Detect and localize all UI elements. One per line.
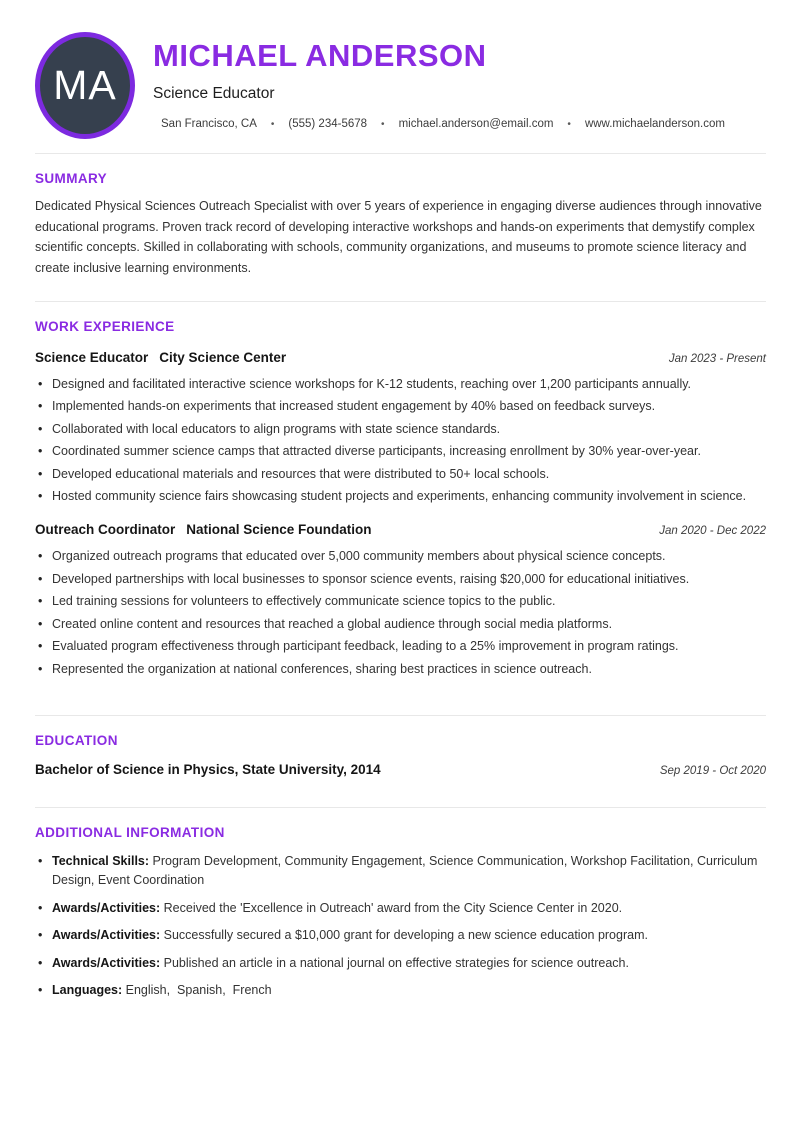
additional-info-item xyxy=(35,899,766,918)
experience-heading: WORK EXPERIENCE xyxy=(35,318,175,334)
info-text: Published an article in a national journal on effective strategies for science outreach. xyxy=(163,955,629,970)
job-bullet: • Represented the organization at national conferences, sharing best practices in science outreach. xyxy=(35,659,766,679)
job-bullet: • Developed educational materials and resources that were distributed to 50+ local schools. xyxy=(35,464,766,484)
job-title-company xyxy=(35,522,372,537)
additional-info-item xyxy=(35,852,766,891)
education-section xyxy=(35,716,766,807)
additional-info-list xyxy=(35,852,766,1000)
job-bullet-list xyxy=(35,546,766,679)
job-bullet: • Organized outreach programs that educated over 5,000 community members about physical science concepts. xyxy=(35,546,766,566)
info-label: Awards/Activities: xyxy=(52,955,161,970)
job-title-company xyxy=(35,350,286,365)
info-label: Languages: xyxy=(52,982,123,997)
job-bullet-list xyxy=(35,374,766,507)
education-entry-row xyxy=(35,762,766,777)
additional-info-section xyxy=(35,808,766,1000)
additional-info-item xyxy=(35,954,766,973)
contact-item: michael.anderson@email.com • xyxy=(399,118,585,130)
job-dates: Jan 2020 - Dec 2022 xyxy=(659,525,766,537)
info-text: Received the 'Excellence in Outreach' award from the City Science Center in 2020. xyxy=(163,900,623,915)
info-label: Technical Skills: xyxy=(52,854,150,868)
summary-text: Dedicated Physical Sciences Outreach Specialist with over 5 years of experience in engaging diverse audiences through innovative educational programs. Proven track record of developing interactive workshops and hands-on experiments that demystify complex scientific concepts. Skilled in collaborating with schools, community organizations, and museums to promote science literacy and create inclusive learning environments. xyxy=(35,199,762,275)
additional-info-heading: ADDITIONAL INFORMATION xyxy=(35,825,225,840)
job-bullet: • Designed and facilitated interactive science workshops for K-12 students, reaching over 1,200 participants annually. xyxy=(35,374,766,394)
job-bullet: • Implemented hands-on experiments that increased student engagement by 40% based on feedback surveys. xyxy=(35,396,766,416)
info-text: Program Development, Community Engagement, Science Communication, Workshop Facilitation, Curriculum Design, Event Coordination xyxy=(52,854,761,888)
summary-heading: SUMMARY xyxy=(35,171,108,186)
info-label: Awards/Activities: xyxy=(52,900,161,915)
job-bullet: • Evaluated program effectiveness through participant feedback, leading to a 25% improvement in program ratings. xyxy=(35,636,766,656)
candidate-title: Science Educator xyxy=(153,84,275,102)
summary-section xyxy=(35,154,766,301)
job-entry xyxy=(35,522,766,679)
job-bullet: • Led training sessions for volunteers to effectively communicate science topics to the public. xyxy=(35,591,766,611)
additional-info-item xyxy=(35,926,766,945)
job-company: City Science Center xyxy=(159,349,287,365)
resume-header xyxy=(35,32,766,139)
info-text: Successfully secured a $10,000 grant for developing a new science education program. xyxy=(163,928,648,943)
job-bullet: • Hosted community science fairs showcasing student projects and experiments, enhancing community involvement in science. xyxy=(35,486,766,506)
job-header-row xyxy=(35,350,766,365)
job-title: Outreach Coordinator xyxy=(35,522,176,537)
job-bullet: • Coordinated summer science camps that attracted diverse participants, increasing enrollment by 30% year-over-year. xyxy=(35,441,766,461)
avatar-initials: MA xyxy=(53,62,117,108)
info-label: Awards/Activities: xyxy=(52,928,161,943)
contact-row xyxy=(153,118,725,130)
avatar xyxy=(35,32,135,139)
contact-item: San Francisco, CA • xyxy=(161,118,288,130)
job-company: National Science Foundation xyxy=(186,522,372,537)
header-text xyxy=(153,32,725,130)
education-dates: Sep 2019 - Oct 2020 xyxy=(659,765,766,777)
job-header-row xyxy=(35,522,766,537)
contact-item: www.michaelanderson.com xyxy=(584,117,725,130)
job-dates: Jan 2023 - Present xyxy=(668,352,766,365)
education-degree: Bachelor of Science in Physics, State University, 2014 xyxy=(35,762,381,777)
additional-info-item xyxy=(35,981,766,1000)
info-text: English, Spanish, French xyxy=(125,982,272,997)
job-title: Science Educator xyxy=(35,349,149,365)
job-bullet: • Developed partnerships with local businesses to sponsor science events, raising $20,000 for educational initiatives. xyxy=(35,569,766,589)
experience-section xyxy=(35,302,766,716)
job-bullet: • Collaborated with local educators to align programs with state science standards. xyxy=(35,419,766,439)
candidate-name: MICHAEL ANDERSON xyxy=(153,38,487,73)
contact-item: (555) 234-5678 • xyxy=(288,118,398,130)
job-bullet: • Created online content and resources that reached a global audience through social media platforms. xyxy=(35,614,766,634)
job-entry xyxy=(35,350,766,507)
education-heading: EDUCATION xyxy=(35,733,118,748)
